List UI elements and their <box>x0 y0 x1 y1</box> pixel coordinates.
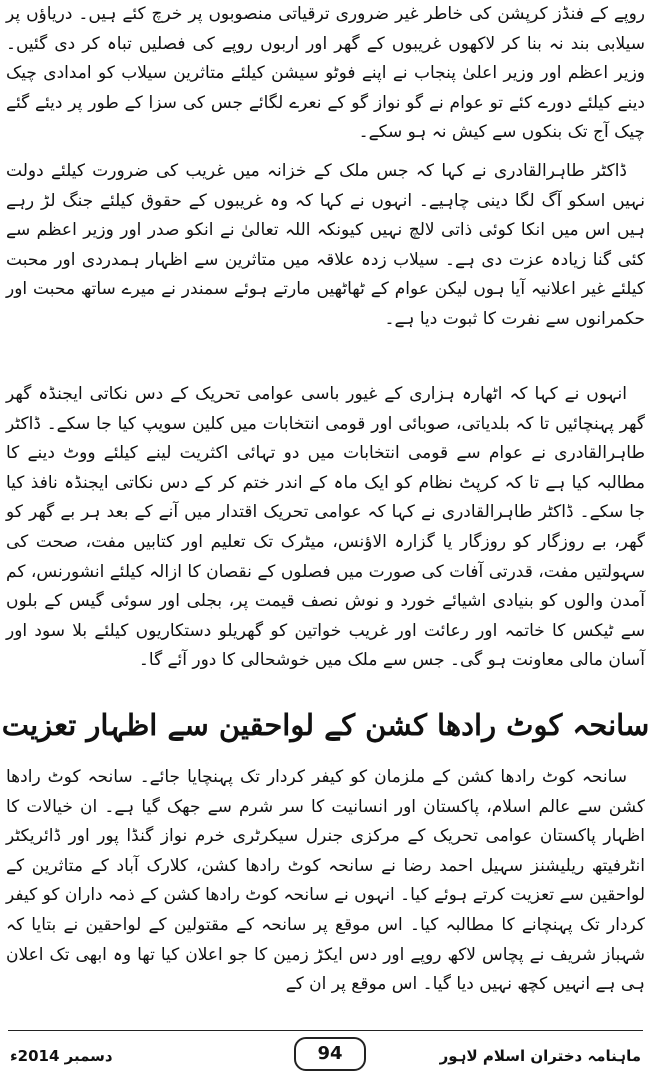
page-footer <box>0 1033 651 1078</box>
article-text-block <box>6 380 645 676</box>
paragraph: سانحہ کوٹ رادھا کشن کے ملزمان کو کیفر کردار تک پہنچایا جائے۔ سانحہ کوٹ رادھا کشن سے عالم اسلام، پاکستان اور انسانیت کا سر شرم سے جھک گیا ہے۔ ان خیالات کا اظہار پاکستان عوامی تحریک کے مرکزی جنرل سیکرٹری خرم نواز گنڈا پور اور ڈائریکٹر انٹرفیتھ ریلیشنز سہیل احمد رضا نے سانحہ کوٹ رادھا کشن، کلارک آباد کے متاثرین کے لواحقین سے تعزیت کرتے ہوئے کیا۔ انہوں نے سانحہ کوٹ رادھا کشن کے ذمہ داران کو کیفر کردار تک پہنچانے کا مطالبہ کیا۔ اس موقع پر سانحہ کے مقتولین کے لواحقین نے بتایا کہ شہباز شریف نے پچاس لاکھ روپے اور دس ایکڑ زمین کا جو اعلان کیا تھا وہ ابھی تک اعلان ہی ہے انہیں کچھ نہیں دیا گیا۔ اس موقع پر ان کے <box>6 767 645 995</box>
page-number: 94 <box>294 1037 366 1071</box>
article-text-block <box>6 0 645 148</box>
article-text-block <box>6 763 645 1000</box>
paragraph: روپے کے فنڈز کرپشن کی خاطر غیر ضروری ترقیاتی منصوبوں پر خرچ کئے ہیں۔ دریاؤں پر سیلابی بند نہ بنا کر لاکھوں غریبوں کے گھر اور اربوں روپے کی فصلیں تباہ کر دی گئیں۔ وزیر اعظم اور وزیر اعلیٰ پنجاب نے اپنے فوٹو سیشن کیلئے متاثرین سیلاب کو امدادی چیک دینے کیلئے دورے کئے تو عوام نے گو نواز گو کے نعرے لگائے جس کی سزا کے طور پر دیئے گئے چیک آج تک بنکوں سے کیش نہ ہو سکے۔ <box>6 4 645 143</box>
section-heading: سانحہ کوٹ رادھا کشن کے لواحقین سے اظہار تعزیت <box>1 708 650 742</box>
paragraph: انہوں نے کہا کہ اٹھارہ ہزاری کے غیور باسی عوامی تحریک کے دس نکاتی ایجنڈہ گھر گھر پہنچائیں تا کہ بلدیاتی، صوبائی اور قومی انتخابات میں کلین سویپ کیا جا سکے۔ ڈاکٹر طاہرالقادری نے عوام سے قومی انتخابات میں دو تہائی اکثریت لینے کیلئے ووٹ دینے کا مطالبہ کیا ہے تا کہ کرپٹ نظام کو ایک ماہ کے اندر ختم کر کے دس نکاتی ایجنڈہ نافذ کیا جا سکے۔ ڈاکٹر طاہرالقادری نے کہا کہ عوامی تحریک اقتدار میں آنے کے بعد ہر بے گھر کو گھر، بے روزگار کو روزگار یا گزارہ الاؤنس، میٹرک تک تعلیم اور کتابیں مفت، صحت کی سہولتیں مفت، قدرتی آفات کی صورت میں فصلوں کے نقصان کا ازالہ کیلئے انشورنس، کم آمدن والوں کو بنیادی اشیائے خورد و نوش نصف قیمت پر، بجلی اور سوئی گیس کے بلوں سے ٹیکس کا خاتمہ اور رعائت اور غریب خواتین کو گھریلو دستکاریوں کیلئے بلا سود اور آسان مالی معاونت ہو گی۔ جس سے ملک میں خوشحالی کا دور آئے گا۔ <box>6 384 645 671</box>
article-text-block <box>6 157 645 335</box>
footer-divider <box>8 1030 643 1031</box>
magazine-name: ماہنامہ دختران اسلام لاہور <box>439 1047 641 1065</box>
issue-date: دسمبر 2014ء <box>10 1047 113 1065</box>
paragraph: ڈاکٹر طاہرالقادری نے کہا کہ جس ملک کے خزانہ میں غریب کی ضرورت کیلئے دولت نہیں اسکو آگ لگا دینی چاہیے۔ انہوں نے کہا کہ وہ غریبوں کے حقوق کیلئے جنگ لڑ رہے ہیں اس میں انکا کوئی ذاتی لالچ نہیں کیونکہ اللہ تعالیٰ نے انکو صدر اور وزیر اعظم سے کئی گنا زیادہ عزت دی ہے۔ سیلاب زدہ علاقہ میں متاثرین سے اظہار ہمدردی اور محبت کیلئے غیر اعلانیہ آیا ہوں لیکن عوام کے ٹھاٹھیں مارتے ہوئے سمندر نے میرے ساتھ محبت اور حکمرانوں سے نفرت کا ثبوت دیا ہے۔ <box>6 161 645 329</box>
